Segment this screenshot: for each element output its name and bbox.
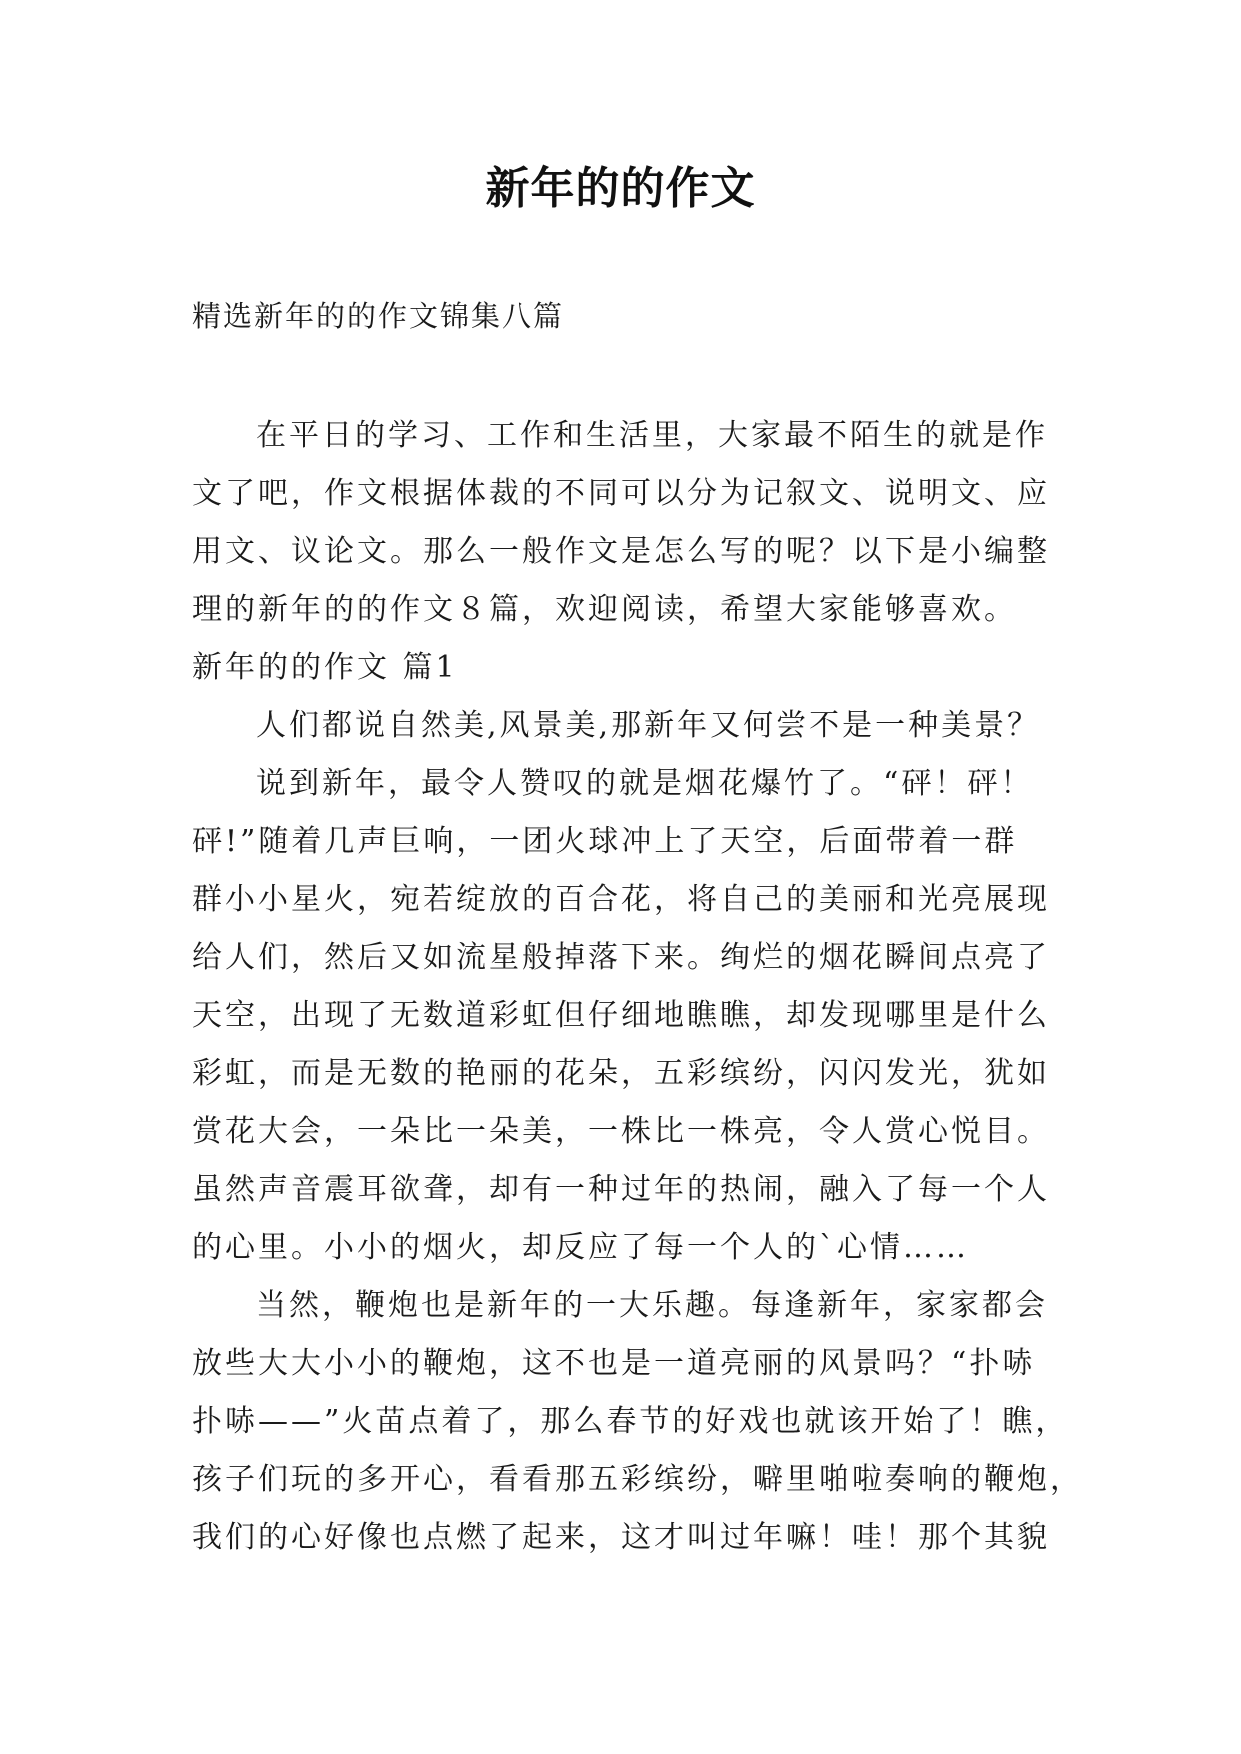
text-line: 给人们，然后又如流星般掉落下来。绚烂的烟花瞬间点亮了 bbox=[192, 940, 1050, 975]
text-line: 人们都说自然美,风景美,那新年又何尝不是一种美景？ bbox=[256, 708, 1041, 743]
text-line: 用文、议论文。那么一般作文是怎么写的呢？以下是小编整 bbox=[192, 534, 1050, 569]
text-line: 彩虹，而是无数的艳丽的花朵，五彩缤纷，闪闪发光，犹如 bbox=[192, 1056, 1050, 1091]
text-line: 天空，出现了无数道彩虹但仔细地瞧瞧，却发现哪里是什么 bbox=[192, 998, 1050, 1033]
text-line: 文了吧，作文根据体裁的不同可以分为记叙文、说明文、应 bbox=[192, 476, 1050, 511]
text-line: 群小小星火，宛若绽放的百合花，将自己的美丽和光亮展现 bbox=[192, 882, 1050, 917]
text-line: 说到新年，最令人赞叹的就是烟花爆竹了。“砰！砰！ bbox=[256, 766, 1034, 801]
text-line: 当然，鞭炮也是新年的一大乐趣。每逢新年，家家都会 bbox=[256, 1288, 1048, 1323]
document-title: 新年的的作文 bbox=[485, 163, 756, 214]
text-line: 我们的心好像也点燃了起来，这才叫过年嘛！哇！那个其貌 bbox=[192, 1520, 1050, 1555]
text-line: 赏花大会，一朵比一朵美，一株比一株亮，令人赏心悦目。 bbox=[192, 1114, 1050, 1149]
document-body bbox=[192, 407, 1083, 1567]
text-line: 理的新年的的作文８篇，欢迎阅读，希望大家能够喜欢。 bbox=[192, 592, 1017, 627]
text-line: 新年的的作文 篇1 bbox=[192, 650, 458, 685]
text-line: 在平日的学习、工作和生活里，大家最不陌生的就是作 bbox=[256, 418, 1048, 453]
text-line: 扑哧——”火苗点着了，那么春节的好戏也就该开始了！瞧， bbox=[192, 1404, 1069, 1439]
text-line: 的心里。小小的烟火，却反应了每一个人的`心情…… bbox=[192, 1230, 969, 1265]
document-subtitle: 精选新年的的作文锦集八篇 bbox=[192, 299, 565, 333]
text-line: 虽然声音震耳欲聋，却有一种过年的热闹，融入了每一个人 bbox=[192, 1172, 1050, 1207]
text-line: 孩子们玩的多开心，看看那五彩缤纷，噼里啪啦奏响的鞭炮， bbox=[192, 1462, 1083, 1497]
text-line: 放些大大小小的鞭炮，这不也是一道亮丽的风景吗？“扑哧 bbox=[192, 1346, 1036, 1381]
text-line: 砰!”随着几声巨响，一团火球冲上了天空，后面带着一群 bbox=[192, 824, 1018, 859]
